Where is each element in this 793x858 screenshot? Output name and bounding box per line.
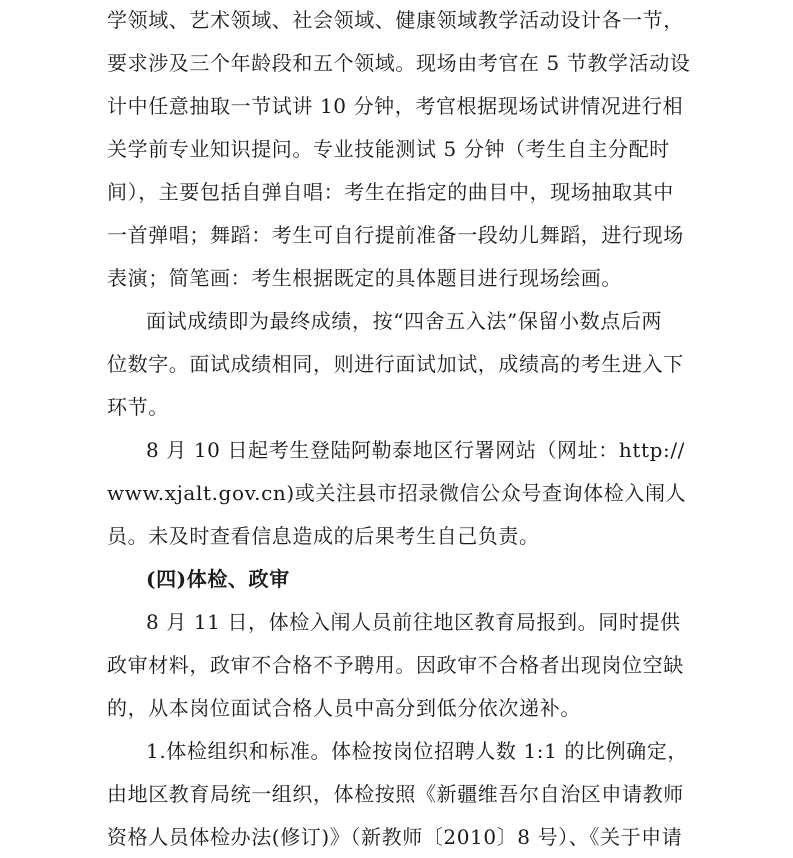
paragraph-line: 环节。 (107, 395, 169, 419)
paragraph-first-line: 面试成绩即为最终成绩，按“四舍五入法”保留小数点后两 (146, 309, 663, 333)
paragraph-line: 计中任意抽取一节试讲 10 分钟，考官根据现场试讲情况进行相 (107, 94, 684, 118)
paragraph-line: 由地区教育局统一组织，体检按照《新疆维吾尔自治区申请教师 (107, 782, 684, 806)
paragraph-line: 间），主要包括自弹自唱：考生在指定的曲目中，现场抽取其中 (107, 180, 674, 204)
paragraph-first-line: 8 月 10 日起考生登陆阿勒泰地区行署网站（网址：http:// (146, 438, 686, 462)
paragraph-line: 一首弹唱；舞蹈：考生可自行提前准备一段幼儿舞蹈，进行现场 (107, 223, 684, 247)
paragraph-line: 要求涉及三个年龄段和五个领域。现场由考官在 5 节教学活动设 (107, 51, 691, 75)
paragraph-line: 员。未及时查看信息造成的后果考生自己负责。 (107, 524, 540, 548)
paragraph-line: www.xjalt.gov.cn)或关注县市招录微信公众号查询体检入闱人 (107, 481, 687, 505)
paragraph-line: 资格人员体检办法(修订)》（新教师〔2010〕8 号）、《关于申请 (107, 825, 683, 849)
paragraph-line: 政审材料，政审不合格不予聘用。因政审不合格者出现岗位空缺 (107, 653, 684, 677)
paragraph-line: 表演；简笔画：考生根据既定的具体题目进行现场绘画。 (107, 266, 622, 290)
section-heading: (四)体检、政审 (146, 567, 290, 591)
paragraph-first-line: 1.体检组织和标准。体检按岗位招聘人数 1:1 的比例确定， (146, 739, 688, 763)
paragraph-line: 的，从本岗位面试合格人员中高分到低分依次递补。 (107, 696, 581, 720)
paragraph-line: 关学前专业知识提问。专业技能测试 5 分钟（考生自主分配时 (107, 137, 670, 161)
paragraph-line: 学领域、艺术领域、社会领域、健康领域教学活动设计各一节， (107, 8, 684, 32)
paragraph-first-line: 8 月 11 日，体检入闱人员前往地区教育局报到。同时提供 (146, 610, 681, 634)
paragraph-line: 位数字。面试成绩相同，则进行面试加试，成绩高的考生进入下 (107, 352, 684, 376)
